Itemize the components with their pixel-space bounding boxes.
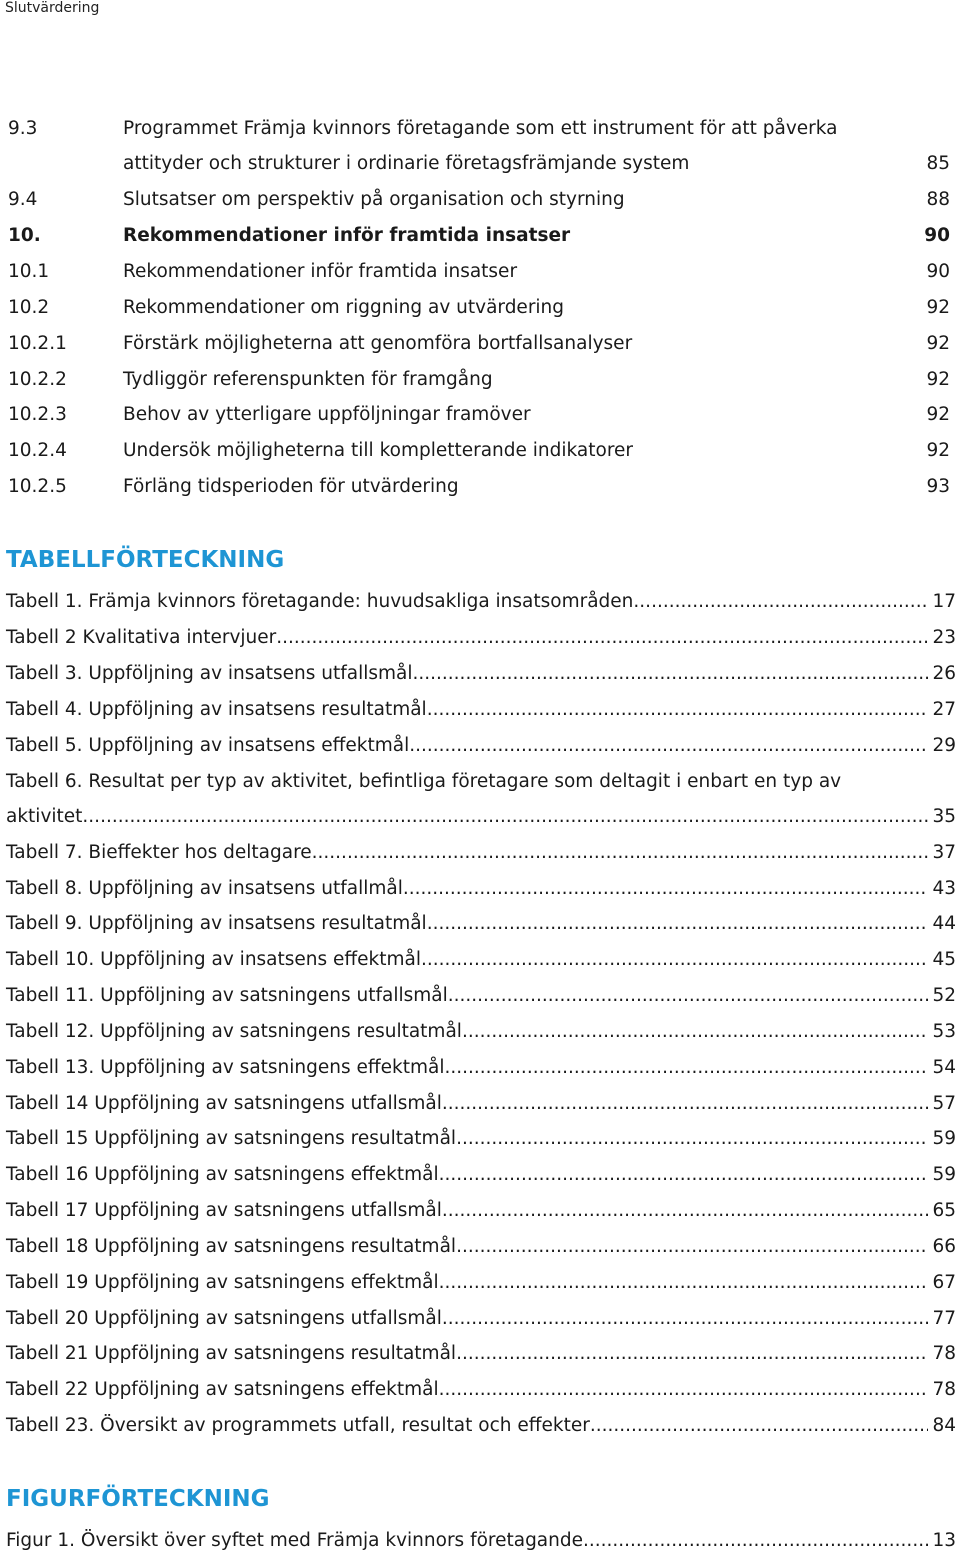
table-list-label: Tabell 2 Kvalitativa intervjuer bbox=[6, 627, 277, 648]
leader-dots bbox=[444, 1056, 928, 1080]
table-list-page: 57 bbox=[932, 1093, 956, 1114]
figure-list-label: Figur 1. Översikt över syftet med Främja kvinnors företagande bbox=[6, 1530, 583, 1551]
table-list-page: 66 bbox=[932, 1236, 956, 1257]
leader-dots bbox=[462, 1020, 929, 1044]
figure-list-item[interactable] bbox=[6, 1529, 956, 1553]
table-list-page: 54 bbox=[932, 1057, 956, 1078]
toc-page: 92 bbox=[926, 404, 950, 425]
table-list-page: 29 bbox=[932, 735, 956, 756]
table-list-item[interactable] bbox=[6, 912, 956, 936]
leader-dots bbox=[442, 1307, 929, 1331]
leader-dots bbox=[456, 1127, 928, 1151]
table-list-page: 59 bbox=[932, 1128, 956, 1149]
table-list-page: 78 bbox=[932, 1379, 956, 1400]
leader-dots bbox=[633, 590, 928, 614]
toc-title: Behov av ytterligare uppföljningar framöver bbox=[123, 404, 531, 425]
toc-number: 10.2 bbox=[8, 297, 50, 318]
table-list-page: 84 bbox=[932, 1415, 956, 1436]
toc-title: Undersök möjligheterna till kompletterande indikatorer bbox=[123, 440, 634, 461]
table-list-page: 65 bbox=[932, 1200, 956, 1221]
table-list-item[interactable] bbox=[6, 662, 956, 686]
table-list-page: 45 bbox=[932, 949, 956, 970]
leader-dots bbox=[439, 1271, 929, 1295]
table-list-page: 17 bbox=[932, 591, 956, 612]
leader-dots bbox=[590, 1414, 929, 1438]
table-list-item[interactable] bbox=[6, 841, 956, 865]
leader-dots bbox=[583, 1529, 928, 1553]
table-list-page: 44 bbox=[932, 913, 956, 934]
toc-page: 92 bbox=[926, 369, 950, 390]
toc-title: attityder och strukturer i ordinarie företagsfrämjande system bbox=[123, 153, 690, 174]
toc-number: 10.1 bbox=[8, 261, 50, 282]
table-list-label: Tabell 7. Bieffekter hos deltagare bbox=[6, 842, 312, 863]
toc-page: 92 bbox=[926, 440, 950, 461]
table-list-page: 77 bbox=[932, 1308, 956, 1329]
leader-dots bbox=[427, 912, 929, 936]
toc-number: 10. bbox=[8, 225, 41, 246]
table-list-page: 27 bbox=[932, 699, 956, 720]
toc-number: 10.2.1 bbox=[8, 333, 67, 354]
table-list-label: Tabell 9. Uppföljning av insatsens resultatmål bbox=[6, 913, 427, 934]
table-list-page: 53 bbox=[932, 1021, 956, 1042]
table-list-label: Tabell 16 Uppföljning av satsningens effektmål bbox=[6, 1164, 439, 1185]
leader-dots bbox=[439, 1163, 929, 1187]
table-list-label: Tabell 14 Uppföljning av satsningens utfallsmål bbox=[6, 1093, 442, 1114]
toc-title: Rekommendationer om riggning av utvärdering bbox=[123, 297, 565, 318]
toc-number: 9.4 bbox=[8, 189, 38, 210]
table-list-page: 23 bbox=[932, 627, 956, 648]
table-list-label: Tabell 8. Uppföljning av insatsens utfallmål bbox=[6, 878, 403, 899]
toc-page: 85 bbox=[926, 153, 950, 174]
table-list-label: Tabell 22 Uppföljning av satsningens effektmål bbox=[6, 1379, 439, 1400]
toc-page: 93 bbox=[926, 476, 950, 497]
leader-dots bbox=[413, 662, 929, 686]
toc-page: 90 bbox=[926, 261, 950, 282]
table-list-page: 37 bbox=[932, 842, 956, 863]
table-list-label: Tabell 21 Uppföljning av satsningens resultatmål bbox=[6, 1343, 457, 1364]
toc-title: Programmet Främja kvinnors företagande som ett instrument för att påverka bbox=[123, 118, 838, 139]
toc-title: Rekommendationer inför framtida insatser bbox=[123, 225, 571, 246]
table-list-item[interactable] bbox=[6, 1199, 956, 1223]
table-list-item[interactable] bbox=[6, 1020, 956, 1044]
leader-dots bbox=[403, 877, 929, 901]
leader-dots bbox=[442, 1199, 929, 1223]
figures-heading: FIGURFÖRTECKNING bbox=[6, 1486, 270, 1512]
table-list-item[interactable] bbox=[6, 734, 956, 758]
toc-title: Förläng tidsperioden för utvärdering bbox=[123, 476, 459, 497]
table-list-item[interactable] bbox=[6, 1235, 956, 1259]
leader-dots bbox=[82, 805, 928, 829]
table-list-item[interactable] bbox=[6, 1163, 956, 1187]
table-list-item[interactable] bbox=[6, 1056, 956, 1080]
table-list-page: 35 bbox=[932, 806, 956, 827]
toc-number: 10.2.3 bbox=[8, 404, 67, 425]
leader-dots bbox=[427, 698, 929, 722]
table-list-label: Tabell 10. Uppföljning av insatsens effektmål bbox=[6, 949, 422, 970]
table-list-item[interactable] bbox=[6, 805, 956, 829]
leader-dots bbox=[456, 1342, 928, 1366]
table-list-item[interactable] bbox=[6, 1342, 956, 1366]
tables-heading: TABELLFÖRTECKNING bbox=[6, 547, 285, 573]
toc-title: Rekommendationer inför framtida insatser bbox=[123, 261, 518, 282]
table-list-item[interactable] bbox=[6, 877, 956, 901]
table-list-label: Tabell 19 Uppföljning av satsningens effektmål bbox=[6, 1272, 439, 1293]
toc-title: Slutsatser om perspektiv på organisation och styrning bbox=[123, 189, 625, 210]
toc-page: 88 bbox=[926, 189, 950, 210]
table-list-label: Tabell 13. Uppföljning av satsningens effektmål bbox=[6, 1057, 445, 1078]
table-list-page: 26 bbox=[932, 663, 956, 684]
table-list-label: aktivitet bbox=[6, 806, 83, 827]
table-list-label: Tabell 5. Uppföljning av insatsens effektmål bbox=[6, 735, 410, 756]
table-list-item[interactable] bbox=[6, 1271, 956, 1295]
table-list-item[interactable] bbox=[6, 1092, 956, 1116]
figure-list-page: 13 bbox=[932, 1530, 956, 1551]
leader-dots bbox=[276, 626, 928, 650]
table-list-label: Tabell 15 Uppföljning av satsningens resultatmål bbox=[6, 1128, 457, 1149]
toc-title: Förstärk möjligheterna att genomföra bortfallsanalyser bbox=[123, 333, 633, 354]
toc-number: 10.2.5 bbox=[8, 476, 67, 497]
table-list-page: 43 bbox=[932, 878, 956, 899]
table-list-label: Tabell 1. Främja kvinnors företagande: huvudsakliga insatsområden bbox=[6, 591, 634, 612]
table-list-item[interactable] bbox=[6, 1378, 956, 1402]
toc-page: 92 bbox=[926, 333, 950, 354]
table-list-item[interactable] bbox=[6, 626, 956, 650]
leader-dots bbox=[409, 734, 928, 758]
leader-dots bbox=[312, 841, 929, 865]
table-list-item[interactable] bbox=[6, 590, 956, 614]
table-list-item[interactable] bbox=[6, 1127, 956, 1151]
toc-page: 92 bbox=[926, 297, 950, 318]
table-list-label: Tabell 18 Uppföljning av satsningens resultatmål bbox=[6, 1236, 457, 1257]
table-list-label: Tabell 3. Uppföljning av insatsens utfallsmål bbox=[6, 663, 413, 684]
running-header: Slutvärdering bbox=[5, 0, 100, 16]
table-list-label: Tabell 12. Uppföljning av satsningens resultatmål bbox=[6, 1021, 462, 1042]
table-list-item-first-line[interactable]: Tabell 6. Resultat per typ av aktivitet, befintliga företagare som deltagit i enbart en typ av bbox=[6, 771, 842, 792]
table-list-label: Tabell 11. Uppföljning av satsningens utfallsmål bbox=[6, 985, 448, 1006]
table-list-item[interactable] bbox=[6, 1414, 956, 1438]
toc-number: 10.2.4 bbox=[8, 440, 67, 461]
table-list-page: 52 bbox=[932, 985, 956, 1006]
table-list-item[interactable] bbox=[6, 1307, 956, 1331]
toc-title: Tydliggör referenspunkten för framgång bbox=[123, 369, 493, 390]
leader-dots bbox=[442, 1092, 929, 1116]
table-list-item[interactable] bbox=[6, 984, 956, 1008]
leader-dots bbox=[421, 948, 928, 972]
table-list-label: Tabell 4. Uppföljning av insatsens resultatmål bbox=[6, 699, 427, 720]
table-list-page: 78 bbox=[932, 1343, 956, 1364]
table-list-item[interactable] bbox=[6, 948, 956, 972]
table-list-page: 67 bbox=[932, 1272, 956, 1293]
table-list-label: Tabell 23. Översikt av programmets utfall, resultat och effekter bbox=[6, 1415, 590, 1436]
toc-number: 9.3 bbox=[8, 118, 38, 139]
toc-number: 10.2.2 bbox=[8, 369, 67, 390]
leader-dots bbox=[439, 1378, 929, 1402]
leader-dots bbox=[448, 984, 929, 1008]
toc-page: 90 bbox=[924, 225, 950, 246]
leader-dots bbox=[456, 1235, 928, 1259]
table-list-label: Tabell 17 Uppföljning av satsningens utfallsmål bbox=[6, 1200, 442, 1221]
table-list-page: 59 bbox=[932, 1164, 956, 1185]
table-list-label: Tabell 20 Uppföljning av satsningens utfallsmål bbox=[6, 1308, 442, 1329]
table-list-item[interactable] bbox=[6, 698, 956, 722]
